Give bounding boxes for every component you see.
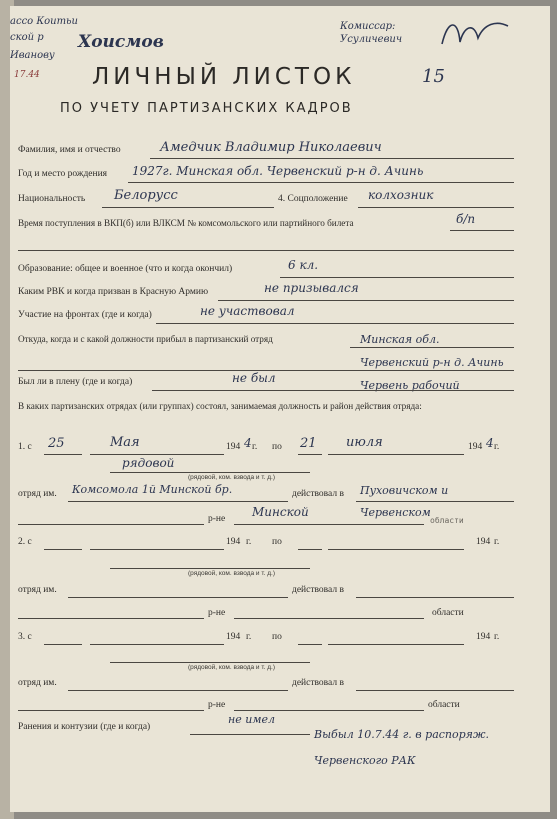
unit2-year-suffix: г. [246,537,252,547]
party-label: Время поступления в ВКП(б) или ВЛКСМ № комсомольского или партийного билета [18,218,354,228]
arrival-value: Минская обл. Червенский р-н д. Ачинь Червень рабочий [360,333,504,392]
name-label: Фамилия, имя и отчество [18,145,121,155]
education-label: Образование: общее и военное (что и когда окончил) [18,264,233,274]
unit3-year-suffix: г. [246,632,252,642]
unit2-region-label: области [432,608,464,618]
unit1-year-from: 4 [244,436,252,450]
unit3-district-label: р-не [208,700,226,710]
unit3-number: 3. с [18,632,32,642]
party-value: б/п [456,212,476,226]
unit1-year-to: 4 [486,436,494,450]
units-intro: В каких партизанских отрядах (или группах) состоял, занимаемая должность и район действия отряда: [18,401,422,411]
unit2-year-to-suffix: г. [494,537,500,547]
unit1-region-value: Минской [252,505,309,519]
unit1-region-label: области [430,516,464,525]
unit3-year-printed: 194 [226,632,241,642]
commissar-signature [438,14,518,54]
page-subtitle: ПО УЧЕТУ ПАРТИЗАНСКИХ КАДРОВ [60,101,353,116]
footer-note-line2: Червенского РАК [314,754,416,767]
unit2-position-hint: (рядовой, ком. взвода и т. д.) [188,570,275,577]
nationality-value: Белорусс [114,188,178,203]
unit3-acted-label: действовал в [292,678,344,688]
page-title: ЛИЧНЫЙ ЛИСТОК [92,64,356,90]
wounds-value: не имел [228,713,275,726]
corner-signature: Хоисмов [78,32,164,52]
unit2-year-to-printed: 194 [476,537,491,547]
document-sheet [10,6,550,812]
unit3-detachment-label: отряд им. [18,678,57,688]
commissar-note: Комиссар: Усуличевич [340,21,403,45]
unit1-month-to: июля [346,435,383,450]
unit1-day-to: 21 [300,436,317,451]
unit3-year-to-printed: 194 [476,632,491,642]
social-label: 4. Соцположение [278,194,348,204]
corner-note-line3: Иванову [10,50,55,61]
captivity-value: не был [232,371,276,385]
unit2-detachment-label: отряд им. [18,585,57,595]
birth-value: 1927г. Минская обл. Червенский р-н д. Ачинь [132,164,424,178]
name-value: Амедчик Владимир Николаевич [160,140,382,155]
birth-label: Год и место рождения [18,169,108,179]
unit1-position: рядовой [122,456,175,470]
arrival-label: Откуда, когда и с какой должности прибыл в партизанский отряд [18,334,273,344]
unit2-to-label: по [272,537,282,547]
unit1-detachment-label: отряд им. [18,489,57,499]
unit1-year-printed: 194 [226,442,241,452]
social-value: колхозник [368,188,434,202]
footer-note-line1: Выбыл 10.7.44 г. в распоряж. [314,728,489,741]
unit1-detachment: Комсомола 1й Минской бр. [72,483,233,496]
unit3-to-label: по [272,632,282,642]
page-number: 15 [422,66,445,87]
unit1-position-hint: (рядовой, ком. взвода и т. д.) [188,474,275,481]
unit1-day-from: 25 [48,436,65,451]
unit1-district-label: р-не [208,514,226,524]
unit1-month-from: Мая [110,435,140,450]
unit1-acted-label: действовал в [292,489,344,499]
education-value: 6 кл. [288,258,319,272]
unit1-district-value: Пуховичском и Червенском [360,484,449,519]
rvk-value: не призывался [264,281,359,295]
unit1-to-label: по [272,442,282,452]
unit1-year-to-printed: 194 [468,442,483,452]
nationality-label: Национальность [18,194,86,204]
corner-note-line2: ской р [10,32,44,43]
unit2-year-printed: 194 [226,537,241,547]
unit2-district-label: р-не [208,608,226,618]
corner-note-line1: ассо Коитьи [10,16,78,27]
fronts-label: Участие на фронтах (где и когда) [18,310,152,320]
unit2-acted-label: действовал в [292,585,344,595]
unit1-year-suffix: г. [252,442,258,452]
fronts-value: не участвовал [200,304,295,318]
unit3-year-to-suffix: г. [494,632,500,642]
unit1-number: 1. с [18,442,32,452]
wounds-label: Ранения и контузии (где и когда) [18,722,151,732]
rvk-label: Каким РВК и когда призван в Красную Армию [18,287,209,297]
unit2-number: 2. с [18,537,32,547]
captivity-label: Был ли в плену (где и когда) [18,377,133,387]
unit3-position-hint: (рядовой, ком. взвода и т. д.) [188,664,275,671]
unit1-year-to-suffix: г. [494,442,500,452]
unit3-region-label: области [428,700,460,710]
corner-date: 17.44 [14,70,40,80]
